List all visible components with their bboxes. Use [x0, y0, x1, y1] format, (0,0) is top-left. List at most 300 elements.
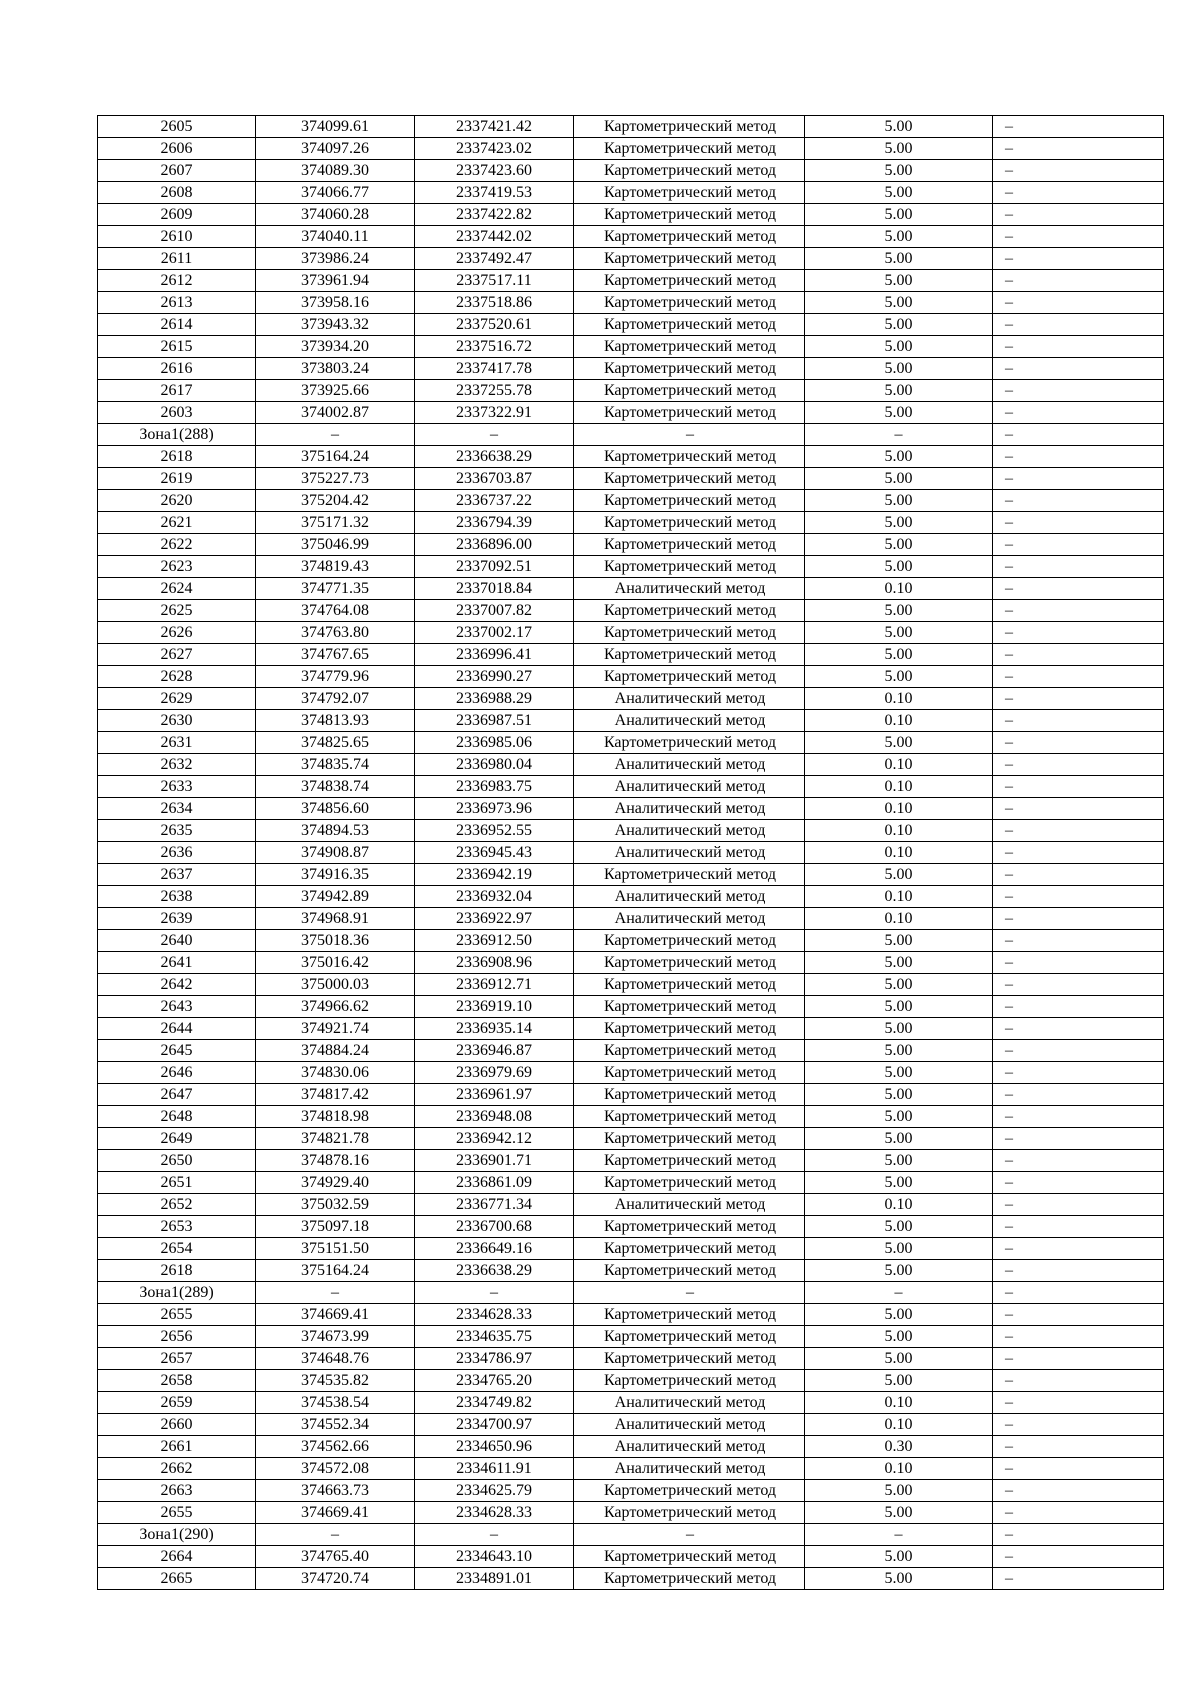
note-cell: – [993, 204, 1164, 226]
method-cell: Картометрический метод [574, 380, 805, 402]
x-coordinate-cell: 375204.42 [256, 490, 415, 512]
x-coordinate-cell: 374765.40 [256, 1546, 415, 1568]
x-coordinate-cell: 374821.78 [256, 1128, 415, 1150]
method-cell: Картометрический метод [574, 446, 805, 468]
accuracy-cell: 0.30 [805, 1436, 993, 1458]
method-cell: Аналитический метод [574, 908, 805, 930]
point-number-cell: 2655 [98, 1304, 256, 1326]
note-cell: – [993, 1524, 1164, 1546]
x-coordinate-cell: 374819.43 [256, 556, 415, 578]
accuracy-cell: 5.00 [805, 1370, 993, 1392]
accuracy-cell: 5.00 [805, 1260, 993, 1282]
accuracy-cell: 5.00 [805, 204, 993, 226]
accuracy-cell: 5.00 [805, 1326, 993, 1348]
x-coordinate-cell: 375164.24 [256, 1260, 415, 1282]
y-coordinate-cell: 2337520.61 [415, 314, 574, 336]
y-coordinate-cell: 2336912.71 [415, 974, 574, 996]
table-row [98, 864, 1164, 886]
point-number-cell: 2658 [98, 1370, 256, 1392]
x-coordinate-cell: 375151.50 [256, 1238, 415, 1260]
table-row [98, 688, 1164, 710]
point-number-cell: 2611 [98, 248, 256, 270]
x-coordinate-cell: 374535.82 [256, 1370, 415, 1392]
table-row [98, 1040, 1164, 1062]
x-coordinate-cell: 374916.35 [256, 864, 415, 886]
accuracy-cell: 5.00 [805, 314, 993, 336]
y-coordinate-cell: 2337255.78 [415, 380, 574, 402]
y-coordinate-cell: 2334611.91 [415, 1458, 574, 1480]
point-number-cell: 2642 [98, 974, 256, 996]
method-cell: Картометрический метод [574, 644, 805, 666]
point-number-cell: 2603 [98, 402, 256, 424]
point-number-cell: 2637 [98, 864, 256, 886]
point-number-cell: 2610 [98, 226, 256, 248]
point-number-cell: 2655 [98, 1502, 256, 1524]
table-row [98, 842, 1164, 864]
method-cell: Аналитический метод [574, 1194, 805, 1216]
accuracy-cell: 5.00 [805, 952, 993, 974]
accuracy-cell: 5.00 [805, 1216, 993, 1238]
table-row [98, 1370, 1164, 1392]
note-cell: – [993, 512, 1164, 534]
x-coordinate-cell: 373925.66 [256, 380, 415, 402]
accuracy-cell: 5.00 [805, 644, 993, 666]
table-row [98, 182, 1164, 204]
accuracy-cell: 5.00 [805, 1018, 993, 1040]
table-row [98, 1062, 1164, 1084]
note-cell: – [993, 534, 1164, 556]
note-cell: – [993, 974, 1164, 996]
accuracy-cell: 5.00 [805, 1128, 993, 1150]
point-number-cell: 2622 [98, 534, 256, 556]
table-row [98, 930, 1164, 952]
note-cell: – [993, 1084, 1164, 1106]
method-cell: Картометрический метод [574, 1150, 805, 1172]
table-row [98, 1194, 1164, 1216]
x-coordinate-cell: 374818.98 [256, 1106, 415, 1128]
method-cell: Картометрический метод [574, 1546, 805, 1568]
method-cell: Картометрический метод [574, 270, 805, 292]
y-coordinate-cell: 2336987.51 [415, 710, 574, 732]
zone-header-row [98, 424, 1164, 446]
point-number-cell: 2639 [98, 908, 256, 930]
method-cell: Картометрический метод [574, 1348, 805, 1370]
accuracy-cell: 5.00 [805, 556, 993, 578]
note-cell: – [993, 908, 1164, 930]
method-cell: Картометрический метод [574, 534, 805, 556]
table-row [98, 952, 1164, 974]
table-row [98, 160, 1164, 182]
point-number-cell: 2647 [98, 1084, 256, 1106]
method-cell: – [574, 1282, 805, 1304]
method-cell: Аналитический метод [574, 798, 805, 820]
x-coordinate-cell: 374894.53 [256, 820, 415, 842]
method-cell: Картометрический метод [574, 1128, 805, 1150]
accuracy-cell: 5.00 [805, 160, 993, 182]
y-coordinate-cell: 2337423.02 [415, 138, 574, 160]
note-cell: – [993, 424, 1164, 446]
note-cell: – [993, 754, 1164, 776]
point-number-cell: 2652 [98, 1194, 256, 1216]
table-row [98, 270, 1164, 292]
note-cell: – [993, 1128, 1164, 1150]
method-cell: Картометрический метод [574, 182, 805, 204]
y-coordinate-cell: 2336908.96 [415, 952, 574, 974]
note-cell: – [993, 1150, 1164, 1172]
accuracy-cell: 5.00 [805, 270, 993, 292]
x-coordinate-cell: 374669.41 [256, 1502, 415, 1524]
point-number-cell: 2638 [98, 886, 256, 908]
table-row [98, 248, 1164, 270]
method-cell: Картометрический метод [574, 1260, 805, 1282]
x-coordinate-cell: 374813.93 [256, 710, 415, 732]
accuracy-cell: – [805, 424, 993, 446]
method-cell: Аналитический метод [574, 886, 805, 908]
point-number-cell: 2619 [98, 468, 256, 490]
note-cell: – [993, 380, 1164, 402]
accuracy-cell: 0.10 [805, 1458, 993, 1480]
note-cell: – [993, 1370, 1164, 1392]
x-coordinate-cell: 375018.36 [256, 930, 415, 952]
y-coordinate-cell: 2336983.75 [415, 776, 574, 798]
accuracy-cell: 5.00 [805, 622, 993, 644]
accuracy-cell: 5.00 [805, 226, 993, 248]
accuracy-cell: 5.00 [805, 930, 993, 952]
y-coordinate-cell: 2337492.47 [415, 248, 574, 270]
note-cell: – [993, 710, 1164, 732]
method-cell: Картометрический метод [574, 1106, 805, 1128]
x-coordinate-cell: 373986.24 [256, 248, 415, 270]
method-cell: Картометрический метод [574, 204, 805, 226]
table-row [98, 974, 1164, 996]
note-cell: – [993, 1216, 1164, 1238]
note-cell: – [993, 358, 1164, 380]
y-coordinate-cell: 2336922.97 [415, 908, 574, 930]
x-coordinate-cell: 374097.26 [256, 138, 415, 160]
x-coordinate-cell: 374767.65 [256, 644, 415, 666]
method-cell: Картометрический метод [574, 556, 805, 578]
y-coordinate-cell: 2337442.02 [415, 226, 574, 248]
method-cell: Картометрический метод [574, 116, 805, 138]
y-coordinate-cell: 2336948.08 [415, 1106, 574, 1128]
table-row [98, 1348, 1164, 1370]
x-coordinate-cell: 374066.77 [256, 182, 415, 204]
point-number-cell: 2607 [98, 160, 256, 182]
table-row [98, 1238, 1164, 1260]
x-coordinate-cell: 375227.73 [256, 468, 415, 490]
method-cell: Картометрический метод [574, 622, 805, 644]
table-row [98, 798, 1164, 820]
accuracy-cell: 0.10 [805, 710, 993, 732]
accuracy-cell: 5.00 [805, 446, 993, 468]
accuracy-cell: 5.00 [805, 864, 993, 886]
note-cell: – [993, 776, 1164, 798]
method-cell: Картометрический метод [574, 292, 805, 314]
accuracy-cell: 0.10 [805, 776, 993, 798]
x-coordinate-cell: 373958.16 [256, 292, 415, 314]
point-number-cell: 2659 [98, 1392, 256, 1414]
x-coordinate-cell: 374966.62 [256, 996, 415, 1018]
table-row [98, 1480, 1164, 1502]
accuracy-cell: 0.10 [805, 908, 993, 930]
accuracy-cell: 5.00 [805, 1348, 993, 1370]
accuracy-cell: 0.10 [805, 798, 993, 820]
note-cell: – [993, 1392, 1164, 1414]
y-coordinate-cell: 2336896.00 [415, 534, 574, 556]
y-coordinate-cell: 2336988.29 [415, 688, 574, 710]
x-coordinate-cell: – [256, 1282, 415, 1304]
y-coordinate-cell: 2336771.34 [415, 1194, 574, 1216]
table-row [98, 380, 1164, 402]
note-cell: – [993, 644, 1164, 666]
x-coordinate-cell: 374825.65 [256, 732, 415, 754]
x-coordinate-cell: 374720.74 [256, 1568, 415, 1590]
y-coordinate-cell: – [415, 1524, 574, 1546]
y-coordinate-cell: 2337002.17 [415, 622, 574, 644]
y-coordinate-cell: 2336794.39 [415, 512, 574, 534]
accuracy-cell: 5.00 [805, 402, 993, 424]
coordinates-table [97, 115, 1164, 1590]
method-cell: Аналитический метод [574, 578, 805, 600]
note-cell: – [993, 1502, 1164, 1524]
point-number-cell: 2641 [98, 952, 256, 974]
y-coordinate-cell: 2337092.51 [415, 556, 574, 578]
point-number-cell: 2609 [98, 204, 256, 226]
x-coordinate-cell: 374835.74 [256, 754, 415, 776]
y-coordinate-cell: 2337007.82 [415, 600, 574, 622]
table-row [98, 468, 1164, 490]
accuracy-cell: 5.00 [805, 468, 993, 490]
point-number-cell: 2654 [98, 1238, 256, 1260]
accuracy-cell: 5.00 [805, 1040, 993, 1062]
method-cell: Аналитический метод [574, 1414, 805, 1436]
point-number-cell: 2636 [98, 842, 256, 864]
x-coordinate-cell: 374921.74 [256, 1018, 415, 1040]
point-number-cell: 2618 [98, 446, 256, 468]
note-cell: – [993, 1260, 1164, 1282]
table-row [98, 1216, 1164, 1238]
method-cell: Картометрический метод [574, 600, 805, 622]
note-cell: – [993, 1414, 1164, 1436]
table-row [98, 776, 1164, 798]
table-row [98, 138, 1164, 160]
note-cell: – [993, 402, 1164, 424]
point-number-cell: 2630 [98, 710, 256, 732]
point-number-cell: 2628 [98, 666, 256, 688]
point-number-cell: 2651 [98, 1172, 256, 1194]
table-row [98, 1018, 1164, 1040]
y-coordinate-cell: 2336919.10 [415, 996, 574, 1018]
y-coordinate-cell: 2336996.41 [415, 644, 574, 666]
point-number-cell: 2625 [98, 600, 256, 622]
method-cell: Картометрический метод [574, 952, 805, 974]
x-coordinate-cell: 373943.32 [256, 314, 415, 336]
method-cell: Аналитический метод [574, 1436, 805, 1458]
zone-label-cell: Зона1(288) [98, 424, 256, 446]
x-coordinate-cell: – [256, 1524, 415, 1546]
y-coordinate-cell: 2336961.97 [415, 1084, 574, 1106]
point-number-cell: 2644 [98, 1018, 256, 1040]
note-cell: – [993, 138, 1164, 160]
accuracy-cell: 5.00 [805, 600, 993, 622]
y-coordinate-cell: 2337423.60 [415, 160, 574, 182]
method-cell: Картометрический метод [574, 1062, 805, 1084]
y-coordinate-cell: 2334650.96 [415, 1436, 574, 1458]
accuracy-cell: 0.10 [805, 1392, 993, 1414]
x-coordinate-cell: 374764.08 [256, 600, 415, 622]
method-cell: Картометрический метод [574, 666, 805, 688]
table-row [98, 622, 1164, 644]
table-row [98, 1084, 1164, 1106]
method-cell: Картометрический метод [574, 1370, 805, 1392]
method-cell: Картометрический метод [574, 974, 805, 996]
accuracy-cell: 5.00 [805, 666, 993, 688]
method-cell: Аналитический метод [574, 688, 805, 710]
point-number-cell: 2649 [98, 1128, 256, 1150]
method-cell: Картометрический метод [574, 1172, 805, 1194]
table-row [98, 1150, 1164, 1172]
y-coordinate-cell: 2336638.29 [415, 446, 574, 468]
zone-header-row [98, 1524, 1164, 1546]
point-number-cell: 2623 [98, 556, 256, 578]
accuracy-cell: 0.10 [805, 820, 993, 842]
point-number-cell: 2613 [98, 292, 256, 314]
y-coordinate-cell: 2336700.68 [415, 1216, 574, 1238]
y-coordinate-cell: 2336973.96 [415, 798, 574, 820]
table-row [98, 314, 1164, 336]
table-row [98, 908, 1164, 930]
table-row [98, 1172, 1164, 1194]
point-number-cell: 2662 [98, 1458, 256, 1480]
x-coordinate-cell: 374817.42 [256, 1084, 415, 1106]
point-number-cell: 2646 [98, 1062, 256, 1084]
accuracy-cell: 0.10 [805, 754, 993, 776]
method-cell: Картометрический метод [574, 1480, 805, 1502]
x-coordinate-cell: 374908.87 [256, 842, 415, 864]
note-cell: – [993, 1568, 1164, 1590]
note-cell: – [993, 226, 1164, 248]
point-number-cell: 2663 [98, 1480, 256, 1502]
point-number-cell: 2612 [98, 270, 256, 292]
table-row [98, 490, 1164, 512]
point-number-cell: 2629 [98, 688, 256, 710]
accuracy-cell: 5.00 [805, 512, 993, 534]
x-coordinate-cell: 374856.60 [256, 798, 415, 820]
point-number-cell: 2631 [98, 732, 256, 754]
point-number-cell: 2627 [98, 644, 256, 666]
table-row [98, 578, 1164, 600]
note-cell: – [993, 1238, 1164, 1260]
y-coordinate-cell: 2336861.09 [415, 1172, 574, 1194]
method-cell: Картометрический метод [574, 732, 805, 754]
method-cell: Картометрический метод [574, 1568, 805, 1590]
accuracy-cell: – [805, 1282, 993, 1304]
x-coordinate-cell: 374060.28 [256, 204, 415, 226]
y-coordinate-cell: 2337516.72 [415, 336, 574, 358]
point-number-cell: 2633 [98, 776, 256, 798]
accuracy-cell: 5.00 [805, 1568, 993, 1590]
x-coordinate-cell: 375164.24 [256, 446, 415, 468]
y-coordinate-cell: 2337419.53 [415, 182, 574, 204]
x-coordinate-cell: 374838.74 [256, 776, 415, 798]
method-cell: Картометрический метод [574, 1304, 805, 1326]
note-cell: – [993, 1436, 1164, 1458]
note-cell: – [993, 930, 1164, 952]
note-cell: – [993, 996, 1164, 1018]
note-cell: – [993, 688, 1164, 710]
y-coordinate-cell: 2336942.19 [415, 864, 574, 886]
method-cell: Картометрический метод [574, 402, 805, 424]
y-coordinate-cell: 2336942.12 [415, 1128, 574, 1150]
point-number-cell: 2661 [98, 1436, 256, 1458]
y-coordinate-cell: 2334765.20 [415, 1370, 574, 1392]
y-coordinate-cell: 2337417.78 [415, 358, 574, 380]
table-row [98, 336, 1164, 358]
note-cell: – [993, 556, 1164, 578]
y-coordinate-cell: 2334786.97 [415, 1348, 574, 1370]
accuracy-cell: 5.00 [805, 1106, 993, 1128]
table-row [98, 402, 1164, 424]
table-row [98, 1502, 1164, 1524]
table-row [98, 204, 1164, 226]
point-number-cell: 2624 [98, 578, 256, 600]
point-number-cell: 2632 [98, 754, 256, 776]
note-cell: – [993, 666, 1164, 688]
table-row [98, 1326, 1164, 1348]
table-row [98, 512, 1164, 534]
x-coordinate-cell: 374040.11 [256, 226, 415, 248]
method-cell: Аналитический метод [574, 1458, 805, 1480]
method-cell: Картометрический метод [574, 138, 805, 160]
x-coordinate-cell: 374779.96 [256, 666, 415, 688]
note-cell: – [993, 116, 1164, 138]
y-coordinate-cell: 2336901.71 [415, 1150, 574, 1172]
method-cell: Картометрический метод [574, 314, 805, 336]
accuracy-cell: 5.00 [805, 490, 993, 512]
x-coordinate-cell: 374562.66 [256, 1436, 415, 1458]
x-coordinate-cell: 375171.32 [256, 512, 415, 534]
point-number-cell: 2656 [98, 1326, 256, 1348]
point-number-cell: 2606 [98, 138, 256, 160]
table-row [98, 820, 1164, 842]
note-cell: – [993, 864, 1164, 886]
method-cell: Картометрический метод [574, 1084, 805, 1106]
method-cell: Картометрический метод [574, 248, 805, 270]
zone-header-row [98, 1282, 1164, 1304]
method-cell: Аналитический метод [574, 842, 805, 864]
note-cell: – [993, 248, 1164, 270]
point-number-cell: 2618 [98, 1260, 256, 1282]
note-cell: – [993, 292, 1164, 314]
table-row [98, 556, 1164, 578]
accuracy-cell: 5.00 [805, 974, 993, 996]
point-number-cell: 2660 [98, 1414, 256, 1436]
coordinates-table-body [98, 116, 1164, 1590]
y-coordinate-cell: 2336638.29 [415, 1260, 574, 1282]
accuracy-cell: 5.00 [805, 1150, 993, 1172]
y-coordinate-cell: – [415, 1282, 574, 1304]
point-number-cell: 2643 [98, 996, 256, 1018]
x-coordinate-cell: 374669.41 [256, 1304, 415, 1326]
point-number-cell: 2657 [98, 1348, 256, 1370]
x-coordinate-cell: 375000.03 [256, 974, 415, 996]
accuracy-cell: 5.00 [805, 1304, 993, 1326]
method-cell: Картометрический метод [574, 226, 805, 248]
accuracy-cell: 5.00 [805, 996, 993, 1018]
note-cell: – [993, 1546, 1164, 1568]
accuracy-cell: 5.00 [805, 292, 993, 314]
table-row [98, 1106, 1164, 1128]
